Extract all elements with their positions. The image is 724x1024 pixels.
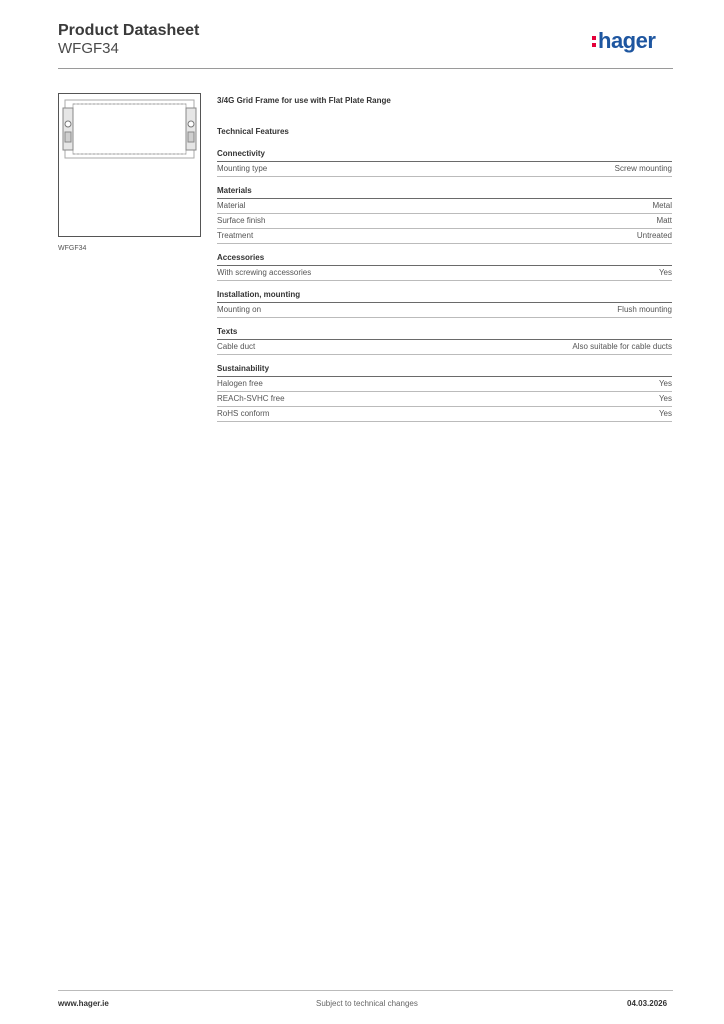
section-materials xyxy=(217,186,672,244)
spec-row xyxy=(217,162,672,177)
grid-frame-image xyxy=(59,94,200,236)
spec-value: Yes xyxy=(658,379,672,388)
spec-label: REACh-SVHC free xyxy=(217,394,285,403)
section-title: Materials xyxy=(217,186,672,199)
spec-value: Matt xyxy=(656,216,672,225)
spec-value: Yes xyxy=(658,268,672,277)
spec-row xyxy=(217,377,672,392)
section-texts xyxy=(217,327,672,355)
spec-label: Treatment xyxy=(217,231,254,240)
product-description: 3/4G Grid Frame for use with Flat Plate Range xyxy=(217,96,391,105)
spec-label: Mounting type xyxy=(217,164,268,173)
spec-label: With screwing accessories xyxy=(217,268,312,277)
footer-date: 04.03.2026 xyxy=(627,999,668,1008)
hager-logo xyxy=(592,27,655,55)
spec-label: Surface finish xyxy=(217,216,266,225)
image-caption: WFGF34 xyxy=(58,245,87,252)
section-title: Sustainability xyxy=(217,364,672,377)
spec-row xyxy=(217,214,672,229)
section-title: Texts xyxy=(217,327,672,340)
spec-label: Material xyxy=(217,201,246,210)
spec-row xyxy=(217,266,672,281)
spec-value: Untreated xyxy=(636,231,672,240)
spec-row xyxy=(217,199,672,214)
footer-divider xyxy=(58,990,673,991)
section-title: Installation, mounting xyxy=(217,290,672,303)
spec-value: Flush mounting xyxy=(617,305,672,314)
spec-row xyxy=(217,407,672,422)
spec-label: Mounting on xyxy=(217,305,262,314)
header-divider xyxy=(58,68,673,69)
technical-features-heading: Technical Features xyxy=(217,127,289,136)
product-image xyxy=(58,93,201,237)
spec-label: RoHS conform xyxy=(217,409,270,418)
spec-value: Also suitable for cable ducts xyxy=(572,342,672,351)
spec-row xyxy=(217,340,672,355)
header xyxy=(58,21,199,58)
spec-value: Yes xyxy=(658,394,672,403)
section-connectivity xyxy=(217,149,672,177)
spec-label: Cable duct xyxy=(217,342,256,351)
spec-row xyxy=(217,392,672,407)
spec-label: Halogen free xyxy=(217,379,263,388)
spec-value: Yes xyxy=(658,409,672,418)
section-accessories xyxy=(217,253,672,281)
section-title: Connectivity xyxy=(217,149,672,162)
section-title: Accessories xyxy=(217,253,672,266)
spec-row xyxy=(217,229,672,244)
spec-content xyxy=(217,95,672,422)
page-title: Product Datasheet xyxy=(58,22,200,39)
website-link[interactable]: www.hager.ie xyxy=(58,999,109,1008)
section-sustainability xyxy=(217,364,672,422)
logo-text: hager xyxy=(598,28,656,53)
product-code: WFGF34 xyxy=(58,40,119,57)
spec-row xyxy=(217,303,672,318)
footer-note: Subject to technical changes xyxy=(316,999,418,1008)
section-installation xyxy=(217,290,672,318)
spec-value: Screw mounting xyxy=(614,164,672,173)
logo-dots-icon xyxy=(592,36,596,50)
spec-value: Metal xyxy=(652,201,672,210)
